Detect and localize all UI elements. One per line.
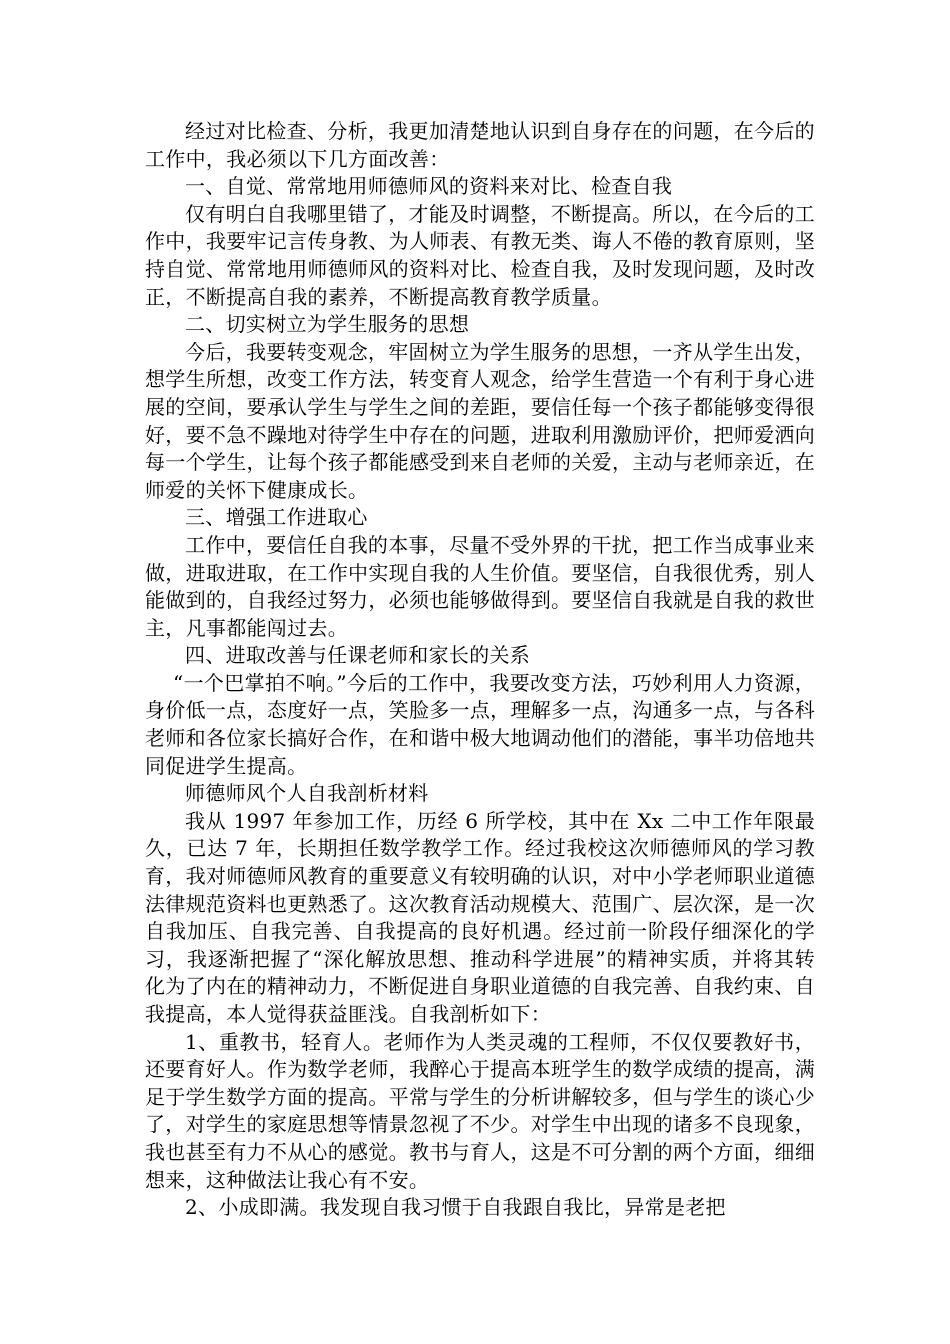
section-heading-2: 二、切实树立为学生服务的思想	[185, 312, 470, 337]
section-heading-1: 一、自觉、常常地用师德师风的资料来对比、检查自我	[185, 174, 673, 199]
intro-paragraph: 经过对比检查、分析，我更加清楚地认识到自身存在的问题，在今后的工作中，我必须以下几方面改善：	[145, 119, 815, 171]
article-title: 师德师风个人自我剖析材料	[185, 781, 429, 806]
section-paragraph-2: 今后，我要转变观念，牢固树立为学生服务的思想，一齐从学生出发，想学生所想，改变工作方法，转变育人观念，给学生营造一个有利于身心进展的空间，要承认学生与学生之间的差距，要信任每一个孩子都能够变得很好，要不急不躁地对待学生中存在的问题，进取利用激励评价，把师爱洒向每一个学生，让每个孩子都能感受到来自老师的关爱，主动与老师亲近，在师爱的关怀下健康成长。	[145, 339, 815, 502]
section-heading-4: 四、进取改善与任课老师和家长的关系	[185, 643, 531, 668]
analysis-point-1: 1、重教书，轻育人。老师作为人类灵魂的工程师，不仅仅要教好书，还要育好人。作为数学老师，我醉心于提高本班学生的数学成绩的提高，满足于学生数学方面的提高。平常与学生的分析讲解较多，但与学生的谈心少了，对学生的家庭思想等情景忽视了不少。对学生中出现的诸多不良现象，我也甚至有力不从心的感觉。教书与育人，这是不可分割的两个方面，细细想来，这种做法让我心有不安。	[145, 1029, 815, 1192]
section-paragraph-3: 工作中，要信任自我的本事，尽量不受外界的干扰，把工作当成事业来做，进取进取，在工作中实现自我的人生价值。要坚信，自我很优秀，别人能做到的，自我经过努力，必须也能够做得到。要坚信自我就是自我的救世主，凡事都能闯过去。	[145, 532, 815, 640]
analysis-point-2: 2、小成即满。我发现自我习惯于自我跟自我比，异常是老把	[185, 1195, 726, 1220]
document-body	[145, 118, 815, 1222]
article-intro-paragraph: 我从 1997 年参加工作，历经 6 所学校，其中在 Xx 二中工作年限最久，已达 7 年，长期担任数学教学工作。经过我校这次师德师风的学习教育，我对师德师风教育的重要意义有较明确的认识，对中小学老师职业道德法律规范资料也更熟悉了。这次教育活动规模大、范围广、层次深，是一次自我加压、自我完善、自我提高的良好机遇。经过前一阶段仔细深化的学习，我逐渐把握了“深化解放思想、推动科学进展”的精神实质，并将其转化为了内在的精神动力，不断促进自身职业道德的自我完善、自我约束、自我提高，本人觉得获益匪浅。自我剖析如下：	[145, 808, 815, 1026]
section-heading-3: 三、增强工作进取心	[185, 505, 368, 530]
section-paragraph-1: 仅有明白自我哪里错了，才能及时调整，不断提高。所以，在今后的工作中，我要牢记言传身教、为人师表、有教无类、诲人不倦的教育原则，坚持自觉、常常地用师德师风的资料对比、检查自我，及时发现问题，及时改正，不断提高自我的素养，不断提高教育教学质量。	[145, 201, 815, 309]
section-paragraph-4: “一个巴掌拍不响。”今后的工作中，我要改变方法，巧妙利用人力资源，身价低一点，态度好一点，笑脸多一点，理解多一点，沟通多一点，与各科老师和各位家长搞好合作，在和谐中极大地调动他们的潜能，事半功倍地共同促进学生提高。	[145, 670, 815, 778]
